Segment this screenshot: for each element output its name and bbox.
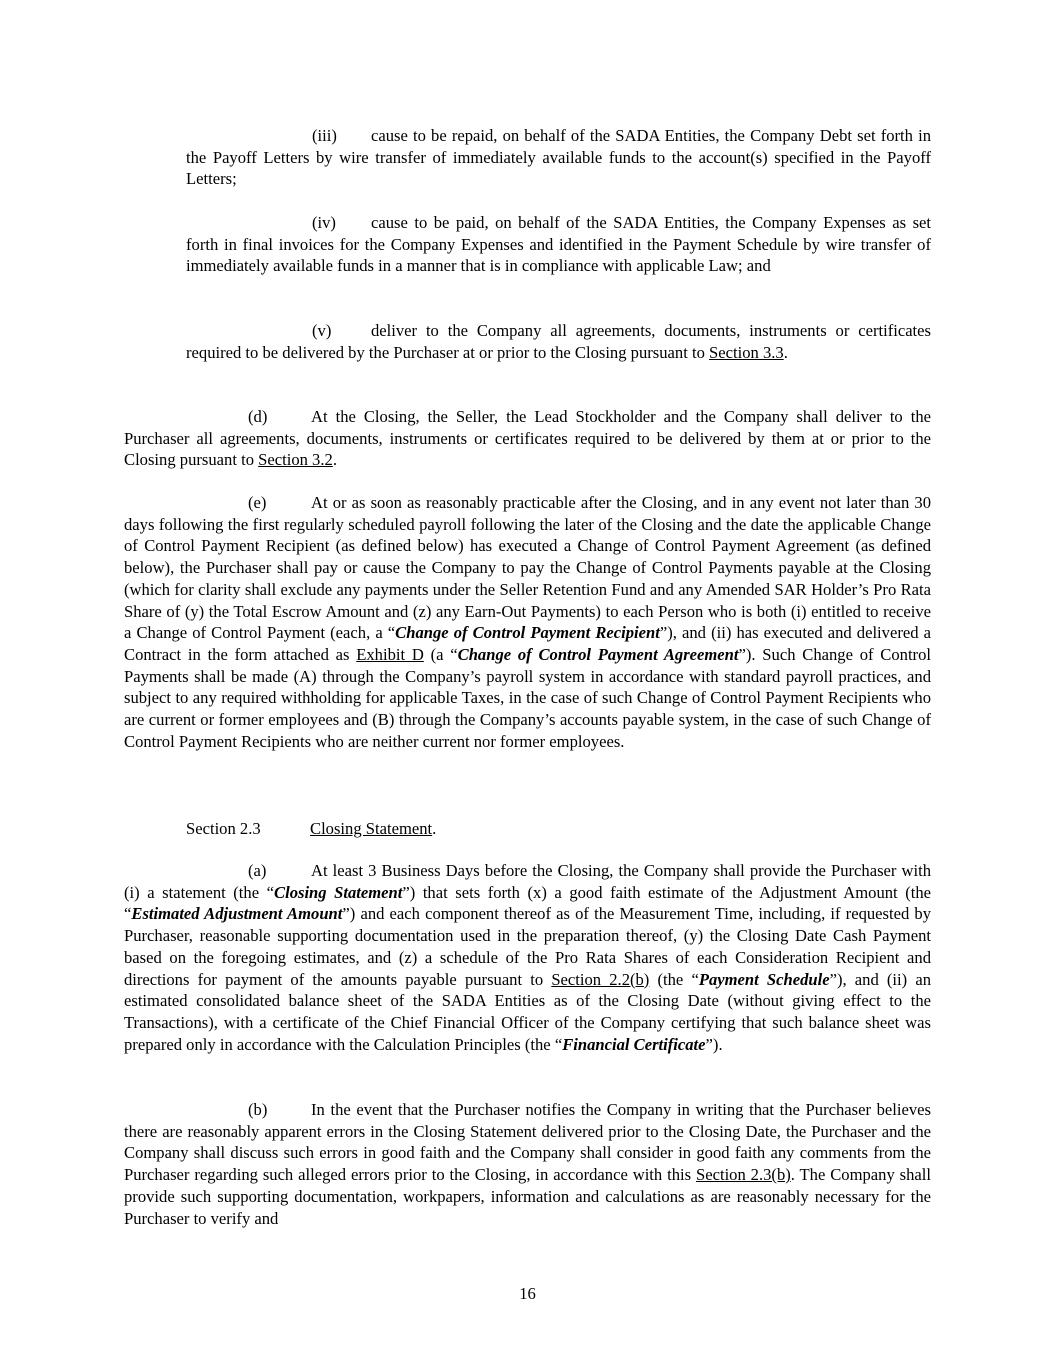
paragraph-text: ”). [705,1034,723,1054]
paragraph-text: . [783,342,788,362]
paragraph-iv [186,212,931,277]
defined-term: Financial Certificate [562,1034,706,1054]
paragraph-text: At or as soon as reasonably practicable after the Closing, and in any event not later than 30 days following the first regularly scheduled payroll following the later of the Closing and the date the applicable Change of Control Payment Recipient (as defined below) has executed a Change of Control Payment Agreement (as defined below), the Purchaser shall pay or cause the Company to pay the Change of Control Payments payable at the Closing (which for clarity shall exclude any payments under the Seller Retention Fund and any Amended SAR Holder’s Pro Rata Share of (y) the Total Escrow Amount and (z) any Earn-Out Payments) to each Person who is both (i) entitled to receive a Change of Control Payment (each, a “ [124,493,931,643]
paragraph-b [124,1099,931,1229]
paragraph-iii [186,125,931,190]
defined-term: Estimated Adjustment Amount [131,904,343,924]
paragraph-number: (iii) [312,126,337,145]
defined-term: Payment Schedule [698,969,830,989]
section-reference-link[interactable]: Section 2.3(b) [696,1165,791,1185]
defined-term: Closing Statement [274,882,403,902]
paragraph-text: ”), and (ii) an estimated consolidated balance sheet of the SADA Entities as of the Closing Date (without giving effect to the Transactions), with a certificate of the Chief Financial Officer of the Company certifying that such balance sheet was prepared only in accordance with the Calculation Principles (the “ [124,969,931,1054]
paragraph-text: cause to be repaid, on behalf of the SADA Entities, the Company Debt set forth in the Payoff Letters by wire transfer of immediately available funds to the account(s) specified in the Payoff Letters; [186,126,931,189]
paragraph-text: deliver to the Company all agreements, documents, instruments or certificates required to be delivered by the Purchaser at or prior to the Closing pursuant to [186,321,931,362]
page-number: 16 [519,1284,536,1303]
paragraph-text: At least 3 Business Days before the Closing, the Company shall provide the Purchaser with (i) a statement (the “ [124,861,931,902]
section-heading [186,818,436,840]
paragraph-text: ”). Such Change of Control Payments shall be made (A) through the Company’s payroll system in accordance with standard payroll practices, and subject to any required withholding for applicable Taxes, in the case of such Change of Control Payment Recipients who are current or former employees and (B) through the Company’s accounts payable system, in the case of such Change of Control Payment Recipients who are neither current nor former employees. [124,644,931,751]
section-title-period: . [432,819,437,838]
paragraph-d [124,406,931,471]
section-reference-link[interactable]: Section 3.3 [709,342,784,362]
paragraph-number: (b) [248,1100,268,1119]
paragraph-text: ”), and (ii) has executed and delivered a Contract in the form attached as [124,623,931,664]
section-number: Section 2.3 [186,819,261,838]
defined-term: Change of Control Payment Recipient [395,623,660,643]
paragraph-a [124,860,931,1055]
paragraph-text: ”) that sets forth (x) a good faith estimate of the Adjustment Amount (the “ [124,882,932,924]
paragraph-text: ”) and each component thereof as of the Measurement Time, including, if requested by Purchaser, reasonable supporting documentation used in the preparation thereof, (y) the Closing Date Cash Payment based on the foregoing estimates, and (z) a schedule of the Pro Rata Shares of each Consideration Recipient and directions for payment of the amounts payable pursuant to [124,904,931,989]
defined-term: Change of Control Payment Agreement [457,644,739,664]
paragraph-text: cause to be paid, on behalf of the SADA Entities, the Company Expenses as set forth in final invoices for the Company Expenses and identified in the Payment Schedule by wire transfer of immediately available funds in a manner that is in compliance with applicable Law; and [186,213,931,276]
paragraph-text: (the “ [649,969,699,989]
section-reference-link[interactable]: Section 3.2 [258,450,333,470]
exhibit-reference-link[interactable]: Exhibit D [356,644,424,664]
paragraph-number: (a) [248,861,267,880]
paragraph-text: (a “ [423,644,458,664]
section-title: Closing Statement [310,819,433,838]
paragraph-number: (e) [248,493,267,512]
paragraph-e [124,492,931,752]
paragraph-number: (iv) [312,213,336,232]
paragraph-v [186,320,931,363]
paragraph-text: At the Closing, the Seller, the Lead Stockholder and the Company shall deliver to the Purchaser all agreements, documents, instruments or certificates required to be delivered by them at or prior to the Closing pursuant to [124,407,931,470]
paragraph-number: (v) [312,321,332,340]
paragraph-number: (d) [248,407,268,426]
paragraph-text: In the event that the Purchaser notifies the Company in writing that the Purchaser believes there are reasonably apparent errors in the Closing Statement delivered prior to the Closing Date, the Purchaser and the Company shall discuss such errors in good faith and the Company shall consider in good faith any comments from the Purchaser regarding such alleged errors prior to the Closing, in accordance with this [124,1100,931,1185]
paragraph-text: . The Company shall provide such supporting documentation, workpapers, information and calculations as are reasonably necessary for the Purchaser to verify and [124,1165,932,1228]
section-reference-link[interactable]: Section 2.2(b) [551,969,650,989]
paragraph-text: . [332,450,337,470]
